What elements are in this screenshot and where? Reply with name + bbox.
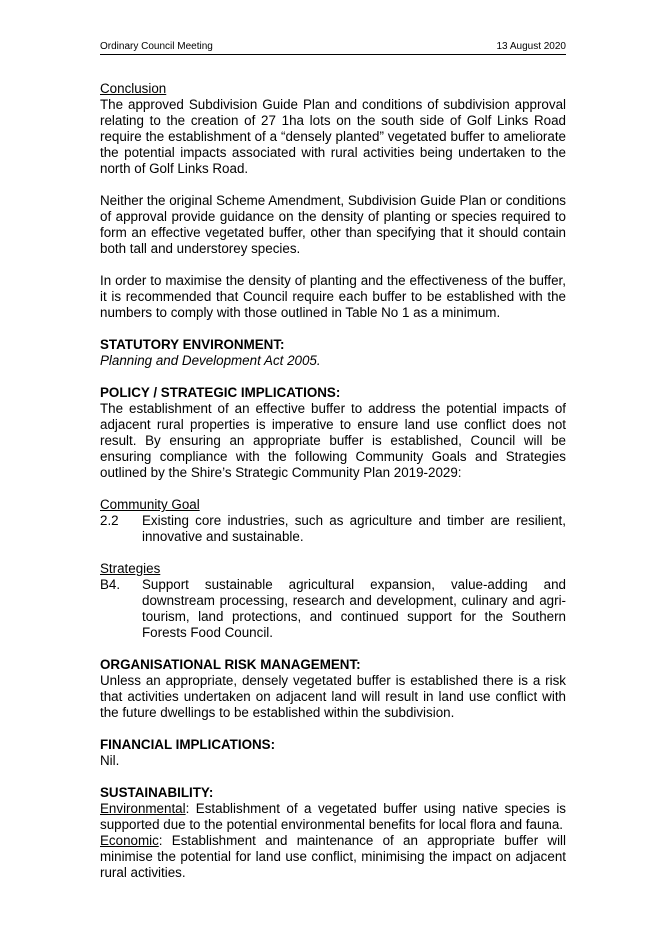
statutory-text: Planning and Development Act 2005.	[100, 353, 321, 368]
risk-text: Unless an appropriate, densely vegetated buffer is established there is a risk that activities undertaken on adjacent land will result in land use conflict with the future dwellings to be established within the subdivision.	[100, 673, 566, 720]
strategies-heading: Strategies	[100, 561, 161, 576]
financial-text: Nil.	[100, 753, 120, 768]
goal-text: Existing core industries, such as agriculture and timber are resilient, innovative and sustainable.	[142, 513, 566, 544]
conclusion-paragraph-2: Neither the original Scheme Amendment, Subdivision Guide Plan or conditions of approval provide guidance on the density of planting or species required to form an effective vegetated buffer, other than specifying that it should contain both tall and understorey species.	[100, 193, 566, 256]
sustainability-heading: SUSTAINABILITY:	[100, 785, 214, 800]
conclusion-heading: Conclusion	[100, 81, 167, 96]
community-goal-heading: Community Goal	[100, 497, 200, 512]
economic-paragraph	[100, 833, 566, 881]
environmental-text: : Establishment of a vegetated buffer using native species is supported due to the potential environmental benefits for local flora and fauna.	[100, 801, 566, 832]
policy-text: The establishment of an effective buffer to address the potential impacts of adjacent rural properties is imperative to ensure land use conflict does not result. By ensuring an appropriate buffer is established, Council will be ensuring compliance with the following Community Goals and Strategies outlined by the Shire’s Strategic Community Plan 2019-2029:	[100, 401, 566, 480]
economic-text: : Establishment and maintenance of an appropriate buffer will minimise the potential for land use conflict, minimising the impact on adjacent rural activities.	[100, 833, 566, 880]
policy-heading: POLICY / STRATEGIC IMPLICATIONS:	[100, 385, 341, 400]
environmental-label: Environmental	[100, 801, 186, 816]
statutory-heading: STATUTORY ENVIRONMENT:	[100, 337, 285, 352]
risk-heading: ORGANISATIONAL RISK MANAGEMENT:	[100, 657, 361, 672]
financial-heading: FINANCIAL IMPLICATIONS:	[100, 737, 276, 752]
community-goal-item	[100, 513, 566, 545]
economic-label: Economic	[100, 833, 159, 848]
goal-number: 2.2	[100, 513, 119, 528]
conclusion-paragraph-1: The approved Subdivision Guide Plan and conditions of subdivision approval relating to the creation of 27 1ha lots on the south side of Golf Links Road require the establishment of a “densely planted” vegetated buffer to ameliorate the potential impacts associated with rural activities being undertaken to the north of Golf Links Road.	[100, 97, 566, 176]
environmental-paragraph	[100, 801, 566, 833]
strategy-item	[100, 577, 566, 641]
page-header	[100, 41, 566, 55]
meeting-date: 13 August 2020	[496, 41, 566, 52]
strategy-number: B4.	[100, 577, 121, 592]
document-body	[100, 81, 566, 881]
strategy-text: Support sustainable agricultural expansion, value-adding and downstream processing, research and development, culinary and agri-tourism, land protections, and continued support for the Southern Forests Food Council.	[142, 577, 566, 640]
meeting-title: Ordinary Council Meeting	[100, 41, 213, 52]
conclusion-paragraph-3: In order to maximise the density of planting and the effectiveness of the buffer, it is recommended that Council require each buffer to be established with the numbers to comply with those outlined in Table No 1 as a minimum.	[100, 273, 566, 320]
